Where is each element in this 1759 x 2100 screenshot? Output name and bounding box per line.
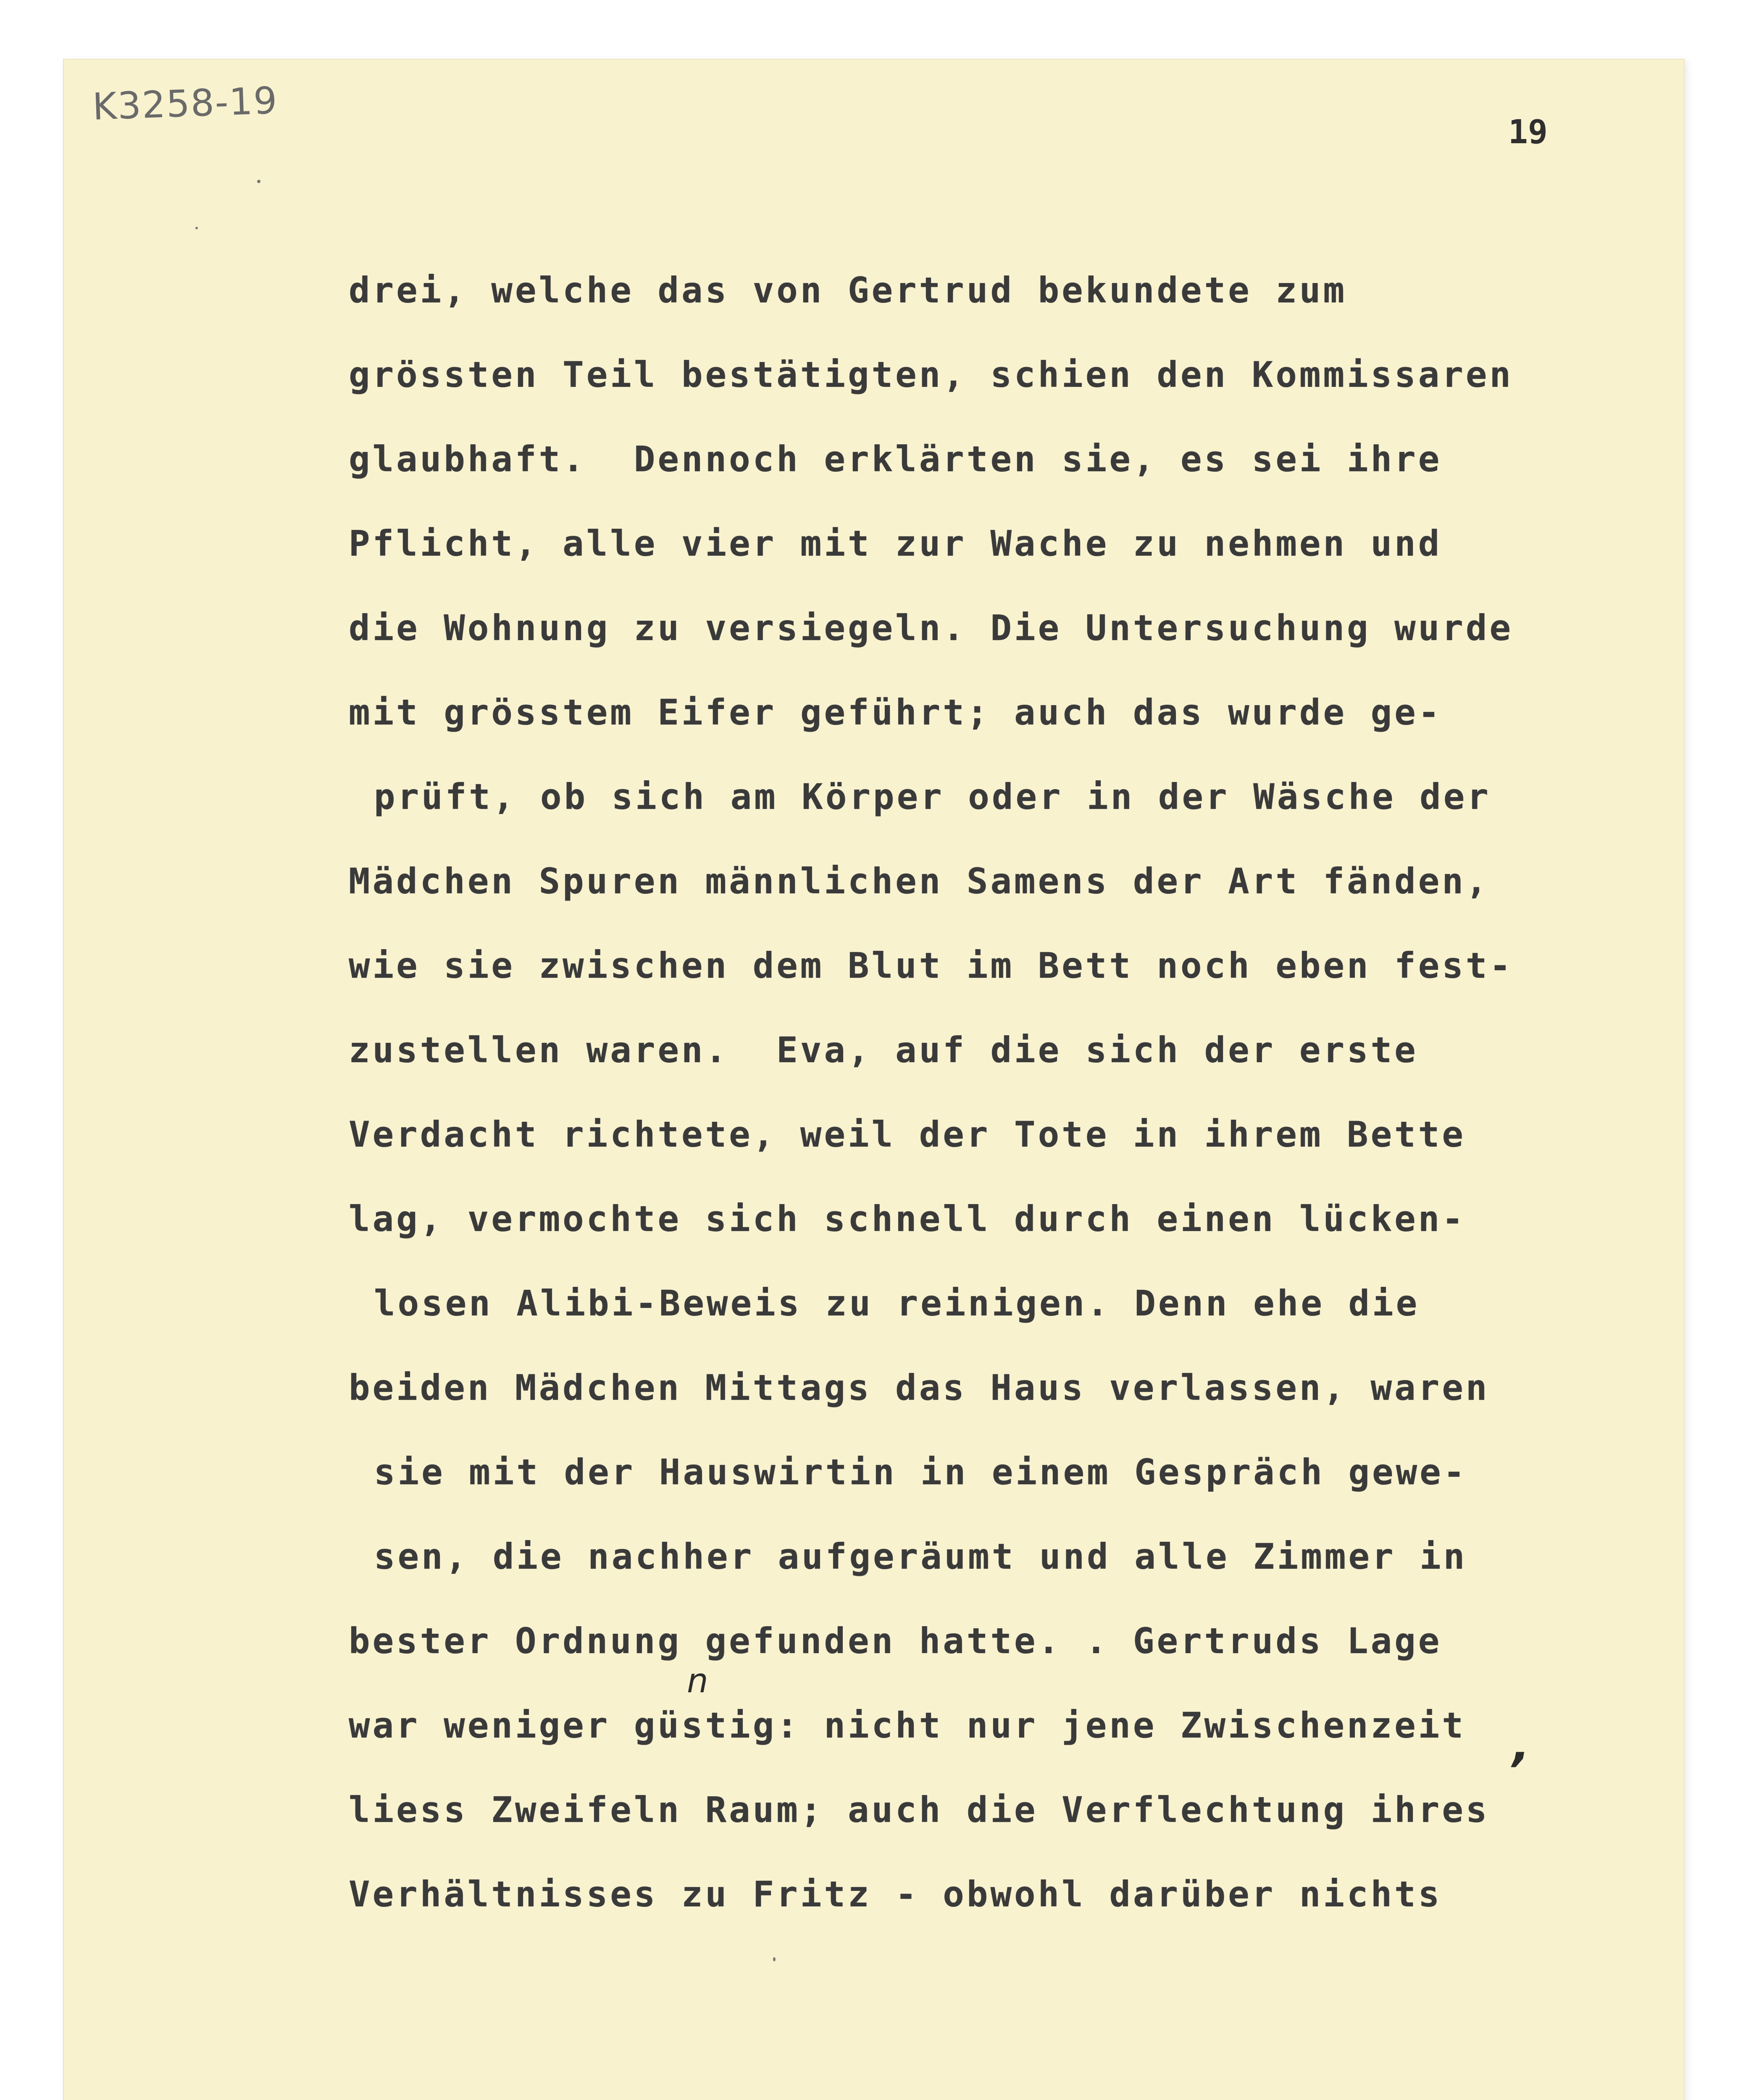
text-line: Verdacht richtete, weil der Tote in ihrem Bette [349,1113,1466,1155]
paper-speck [195,227,198,229]
text-line: losen Alibi-Beweis zu reinigen. Denn ehe die [374,1282,1420,1324]
text-line: sen, die nachher aufgeräumt und alle Zimmer in [374,1536,1467,1577]
text-line: Pflicht, alle vier mit zur Wache zu nehmen und [349,522,1442,564]
text-line: zustellen waren. Eva, auf die sich der erste [349,1029,1418,1071]
archive-number: K3258-19 [92,79,279,129]
text-line: wie sie zwischen dem Blut im Bett noch eben fest- [349,945,1514,986]
text-line: lag, vermochte sich schnell durch einen lücken- [349,1198,1466,1239]
text-line: Mädchen Spuren männlichen Samens der Art fänden, [349,860,1490,902]
text-line: Verhältnisses zu Fritz - obwohl darüber nichts [349,1873,1442,1915]
text-line: mit grösstem Eifer geführt; auch das wurde ge- [349,691,1442,733]
text-line: sie mit der Hauswirtin in einem Gespräch gewe- [374,1451,1467,1493]
typewritten-text [349,248,1634,1936]
text-line: liess Zweifeln Raum; auch die Verflechtung ihres [349,1789,1490,1830]
text-line: glaubhaft. Dennoch erklärten sie, es sei ihre [349,438,1442,480]
text-line: die Wohnung zu versiegeln. Die Untersuchung wurde [349,607,1514,648]
page-number: 19 [1508,113,1548,151]
paper-speck [773,1957,776,1961]
handwritten-insertion: n [687,1661,708,1700]
text-line: war weniger güstig: nicht nur jene Zwischenzeit [349,1704,1466,1746]
text-line: beiden Mädchen Mittags das Haus verlassen, waren [349,1367,1490,1408]
text-line: bester Ordnung gefunden hatte. . Gertruds Lage [349,1620,1442,1662]
handwritten-comma: , [1512,1718,1530,1772]
text-line: drei, welche das von Gertrud bekundete zum [349,269,1347,311]
paper-speck [257,180,260,183]
text-line: grössten Teil bestätigten, schien den Kommissaren [349,354,1514,395]
text-line: prüft, ob sich am Körper oder in der Wäsche der [374,776,1491,817]
